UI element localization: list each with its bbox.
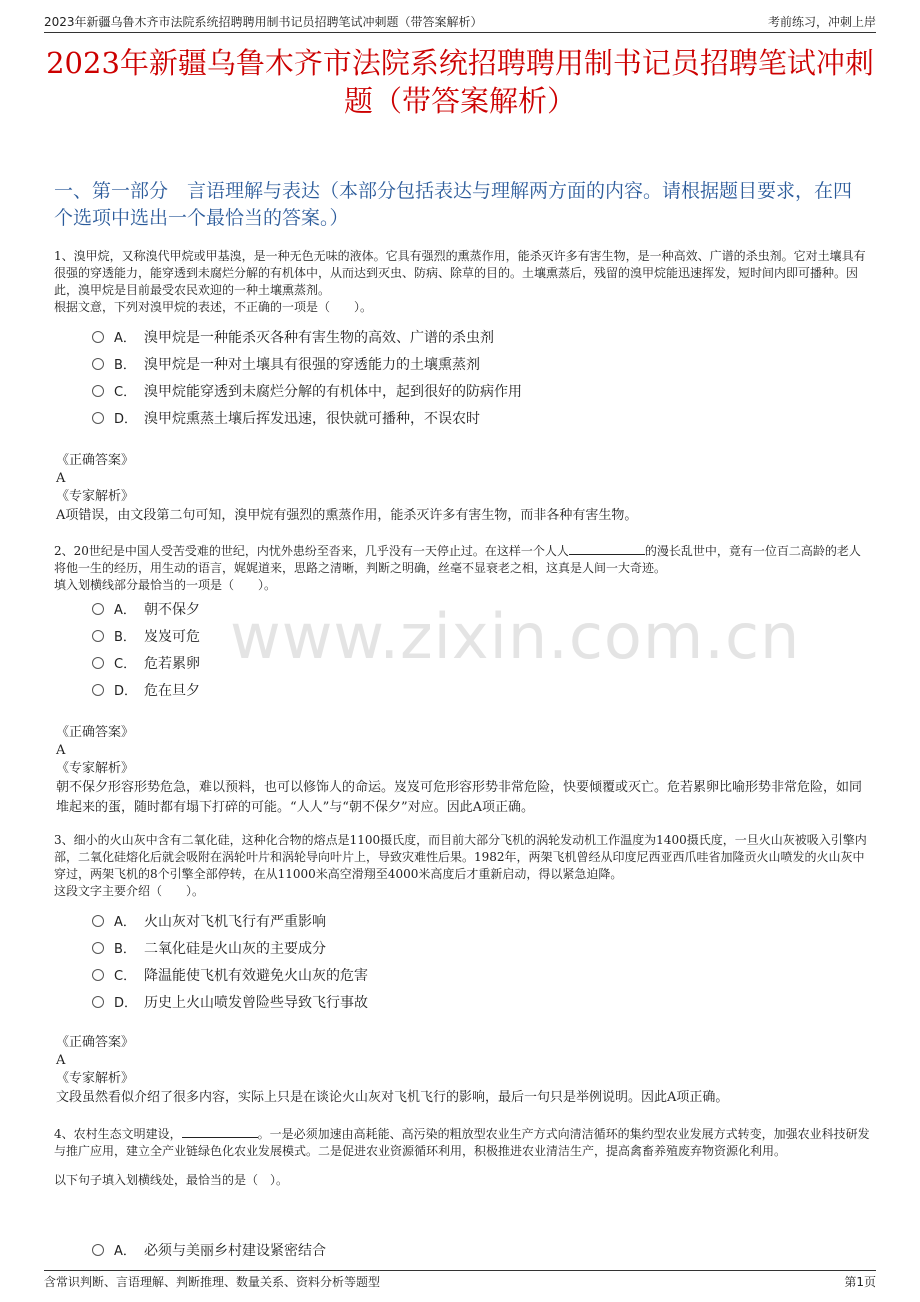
question-4 — [54, 1125, 870, 1189]
radio-icon[interactable] — [92, 915, 104, 927]
option-c[interactable]: C． 降温能使飞机有效避免火山灰的危害 — [92, 963, 870, 990]
watermark: www.zixin.com.cn — [230, 600, 801, 673]
footer-question-types: 含常识判断、言语理解、判断推理、数量关系、资料分析等题型 — [44, 1275, 381, 1289]
question-4-options — [92, 1238, 870, 1265]
option-a[interactable]: A． 溴甲烷是一种能杀灭各种有害生物的高效、广谱的杀虫剂 — [92, 325, 870, 352]
question-3-options — [92, 909, 870, 1017]
radio-icon[interactable] — [92, 630, 104, 642]
question-stem: 2、20世纪是中国人受苦受难的世纪，内忧外患纷至沓来，几乎没有一天停止过。在这样一个人人 的漫长乱世中，竟有一位百二高龄的老人将他一生的经历，用生动的语言，娓娓道来，思路之清晰，判断之明确，丝毫不显衰老之相，这真是人间一大奇迹。 — [54, 544, 861, 575]
option-b[interactable]: B． 溴甲烷是一种对土壤具有很强的穿透能力的土壤熏蒸剂 — [92, 352, 870, 379]
option-d[interactable]: D． 历史上火山喷发曾险些导致飞行事故 — [92, 990, 870, 1017]
answer-label: 《正确答案》 — [56, 453, 135, 468]
question-2 — [54, 542, 870, 594]
radio-icon[interactable] — [92, 996, 104, 1008]
correct-answer: A — [56, 471, 66, 486]
fill-blank — [182, 1125, 258, 1138]
question-1-answer — [56, 452, 866, 526]
option-b[interactable]: B． 岌岌可危 — [92, 624, 870, 651]
header-doc-title: 2023年新疆乌鲁木齐市法院系统招聘聘用制书记员招聘笔试冲刺题（带答案解析） — [44, 15, 483, 29]
question-1 — [54, 248, 870, 316]
page-header — [44, 10, 876, 33]
option-d[interactable]: D． 溴甲烷熏蒸土壤后挥发迅速，很快就可播种，不误农时 — [92, 406, 870, 433]
option-c[interactable]: C． 危若累卵 — [92, 651, 870, 678]
question-3 — [54, 832, 870, 900]
question-stem: 1、溴甲烷，又称溴代甲烷或甲基溴，是一种无色无味的液体。它具有强烈的熏蒸作用，能杀灭许多有害生物，是一种高效、广谱的杀虫剂。它对土壤具有很强的穿透能力，能穿透到未腐烂分解的有机体中，从而达到灭虫、防病、除草的目的。土壤熏蒸后，残留的溴甲烷能迅速挥发，短时间内即可播种。因此，溴甲烷是目前最受农民欢迎的一种土壤熏蒸剂。 — [54, 249, 866, 297]
correct-answer: A — [56, 1053, 66, 1068]
radio-icon[interactable] — [92, 657, 104, 669]
analysis-label: 《专家解析》 — [56, 1071, 135, 1086]
radio-icon[interactable] — [92, 385, 104, 397]
question-3-answer — [56, 1034, 866, 1108]
question-prompt: 填入划横线部分最恰当的一项是（ ）。 — [54, 578, 277, 592]
fill-blank — [569, 542, 645, 555]
radio-icon[interactable] — [92, 969, 104, 981]
answer-label: 《正确答案》 — [56, 1035, 135, 1050]
analysis-text: 文段虽然看似介绍了很多内容，实际上只是在谈论火山灰对飞机飞行的影响，最后一句只是举例说明。因此A项正确。 — [56, 1090, 729, 1105]
option-c[interactable]: C． 溴甲烷能穿透到未腐烂分解的有机体中，起到很好的防病作用 — [92, 379, 870, 406]
correct-answer: A — [56, 743, 66, 758]
question-prompt: 根据文意，下列对溴甲烷的表述，不正确的一项是（ ）。 — [54, 300, 373, 314]
radio-icon[interactable] — [92, 942, 104, 954]
question-prompt: 这段文字主要介绍（ ）。 — [54, 884, 205, 898]
question-1-options — [92, 325, 870, 433]
question-2-options — [92, 597, 870, 705]
option-b[interactable]: B． 二氧化硅是火山灰的主要成分 — [92, 936, 870, 963]
question-stem: 4、农村生态文明建设， 。一是必须加速由高耗能、高污染的粗放型农业生产方式向清洁循环的集约型农业发展方式转变，加强农业科技研发与推广应用，建立全产业链绿色化农业发展模式。二是促进农业资源循环利用，积极推进农业清洁生产，提高禽畜养殖废弃物资源化利用。 — [54, 1127, 870, 1158]
analysis-label: 《专家解析》 — [56, 761, 135, 776]
analysis-text: A项错误，由文段第二句可知，溴甲烷有强烈的熏蒸作用，能杀灭许多有害生物，而非各种有害生物。 — [56, 508, 638, 523]
radio-icon[interactable] — [92, 684, 104, 696]
option-a[interactable]: A． 朝不保夕 — [92, 597, 870, 624]
question-2-answer — [56, 724, 866, 818]
answer-label: 《正确答案》 — [56, 725, 135, 740]
radio-icon[interactable] — [92, 603, 104, 615]
radio-icon[interactable] — [92, 1244, 104, 1256]
page-footer — [44, 1270, 876, 1291]
radio-icon[interactable] — [92, 412, 104, 424]
analysis-label: 《专家解析》 — [56, 489, 135, 504]
option-a[interactable]: A． 火山灰对飞机飞行有严重影响 — [92, 909, 870, 936]
radio-icon[interactable] — [92, 358, 104, 370]
option-d[interactable]: D． 危在旦夕 — [92, 678, 870, 705]
radio-icon[interactable] — [92, 331, 104, 343]
option-a[interactable]: A． 必须与美丽乡村建设紧密结合 — [92, 1238, 870, 1265]
analysis-text: 朝不保夕形容形势危急，难以预料，也可以修饰人的命运。岌岌可危形容形势非常危险，快要倾覆或灭亡。危若累卵比喻形势非常危险，如同堆起来的蛋，随时都有塌下打碎的可能。“人人”与“朝不保夕”对应。因此A项正确。 — [56, 780, 863, 815]
header-slogan: 考前练习，冲刺上岸 — [767, 15, 876, 29]
question-prompt: 以下句子填入划横线处，最恰当的是（ ）。 — [54, 1173, 289, 1187]
document-title: 2023年新疆乌鲁木齐市法院系统招聘聘用制书记员招聘笔试冲刺题（带答案解析） — [46, 46, 874, 118]
question-stem: 3、细小的火山灰中含有二氧化硅，这种化合物的熔点是1100摄氏度，而目前大部分飞机的涡轮发动机工作温度为1400摄氏度，一旦火山灰被吸入引擎内部，二氧化硅熔化后就会吸附在涡轮叶片和涡轮导向叶片上，导致灾难性后果。1982年，两架飞机曾经从印度尼西亚西爪哇省加隆贡火山喷发的火山灰中穿过，两架飞机的8个引擎全部停转，在从11000米高空滑翔至4000米高度后才重新启动，得以紧急迫降。 — [54, 833, 867, 881]
page-number: 第1页 — [844, 1275, 876, 1289]
section-heading: 一、第一部分 言语理解与表达（本部分包括表达与理解两方面的内容。请根据题目要求，在四个选项中选出一个最恰当的答案。） — [54, 180, 853, 229]
